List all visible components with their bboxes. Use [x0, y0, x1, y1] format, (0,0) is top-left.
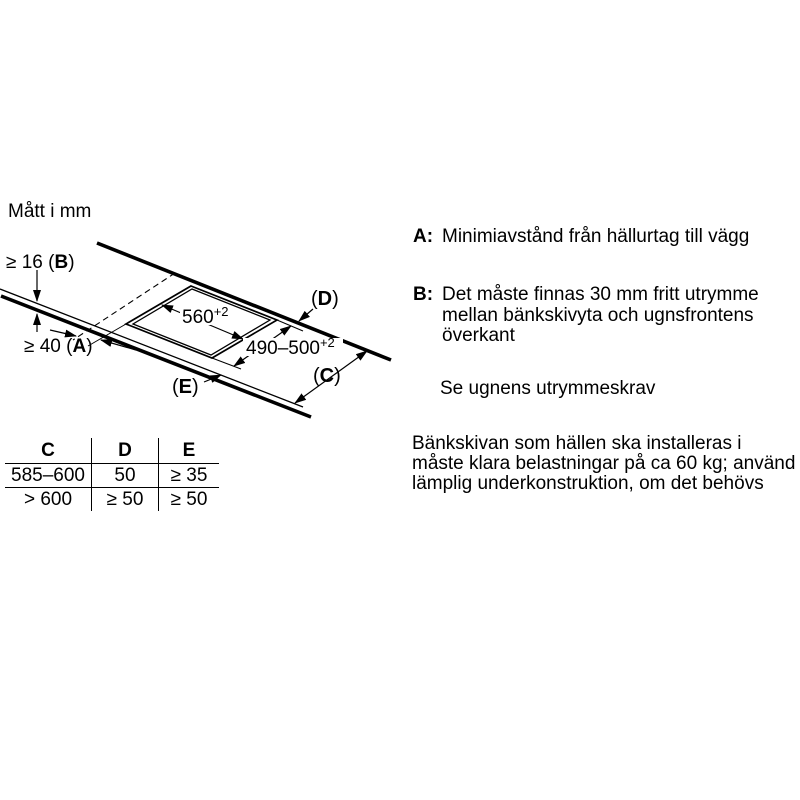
dimension-table — [5, 438, 219, 511]
table-header-d: D — [91, 438, 158, 463]
note-b-key: B: — [413, 284, 434, 305]
note-a-text: Minimiavstånd från hällurtag till vägg — [442, 226, 750, 247]
text-line: lämplig underkonstruktion, om det behövs — [412, 473, 764, 494]
table-row — [5, 464, 219, 488]
table-row — [5, 488, 219, 511]
label-d: (D) — [311, 288, 339, 310]
note-a-key: A: — [413, 226, 434, 247]
dim-b-label: ≥ 16 (B) — [6, 252, 75, 273]
width-dimension-text — [180, 304, 232, 328]
text-line: överkant — [442, 325, 515, 346]
svg-text:490–500+2: $490-500^{+2}$ — [246, 335, 335, 359]
table-header-row — [5, 438, 219, 464]
table-cell: > 600 — [23, 488, 73, 510]
table-cell: ≥ 35 — [158, 464, 219, 487]
note-b — [413, 285, 759, 347]
note-oven-space: Se ugnens utrymmeskrav — [440, 378, 656, 399]
note-load-capacity — [412, 434, 795, 494]
text-line: måste klara belastningar på ca 60 kg; använd — [412, 453, 796, 474]
note-b-text — [442, 285, 759, 347]
table-cell: ≥ 50 — [158, 488, 219, 511]
text-line: mellan bänkskivyta och ugnsfrontens — [442, 304, 754, 326]
depth-dimension-text — [243, 335, 343, 359]
text-line: Bänkskivan som hällen ska installeras i — [412, 433, 742, 454]
dim-a-label: ≥ 40 (A) — [24, 336, 93, 357]
table-header-c: C — [41, 439, 55, 461]
table-header-e: E — [158, 438, 219, 463]
label-c: (C) — [313, 365, 341, 387]
table-cell: 50 — [91, 464, 158, 487]
table-cell: ≥ 50 — [91, 488, 158, 511]
text-line: Det måste finnas 30 mm fritt utrymme — [442, 284, 759, 305]
note-a — [413, 227, 749, 248]
label-d-arrow — [299, 309, 313, 321]
table-cell: 585–600 — [11, 464, 85, 486]
svg-text:560+2: $560^{+2}$ — [182, 304, 229, 328]
page-title: Mått i mm — [8, 201, 92, 222]
label-e: (E) — [172, 376, 199, 398]
